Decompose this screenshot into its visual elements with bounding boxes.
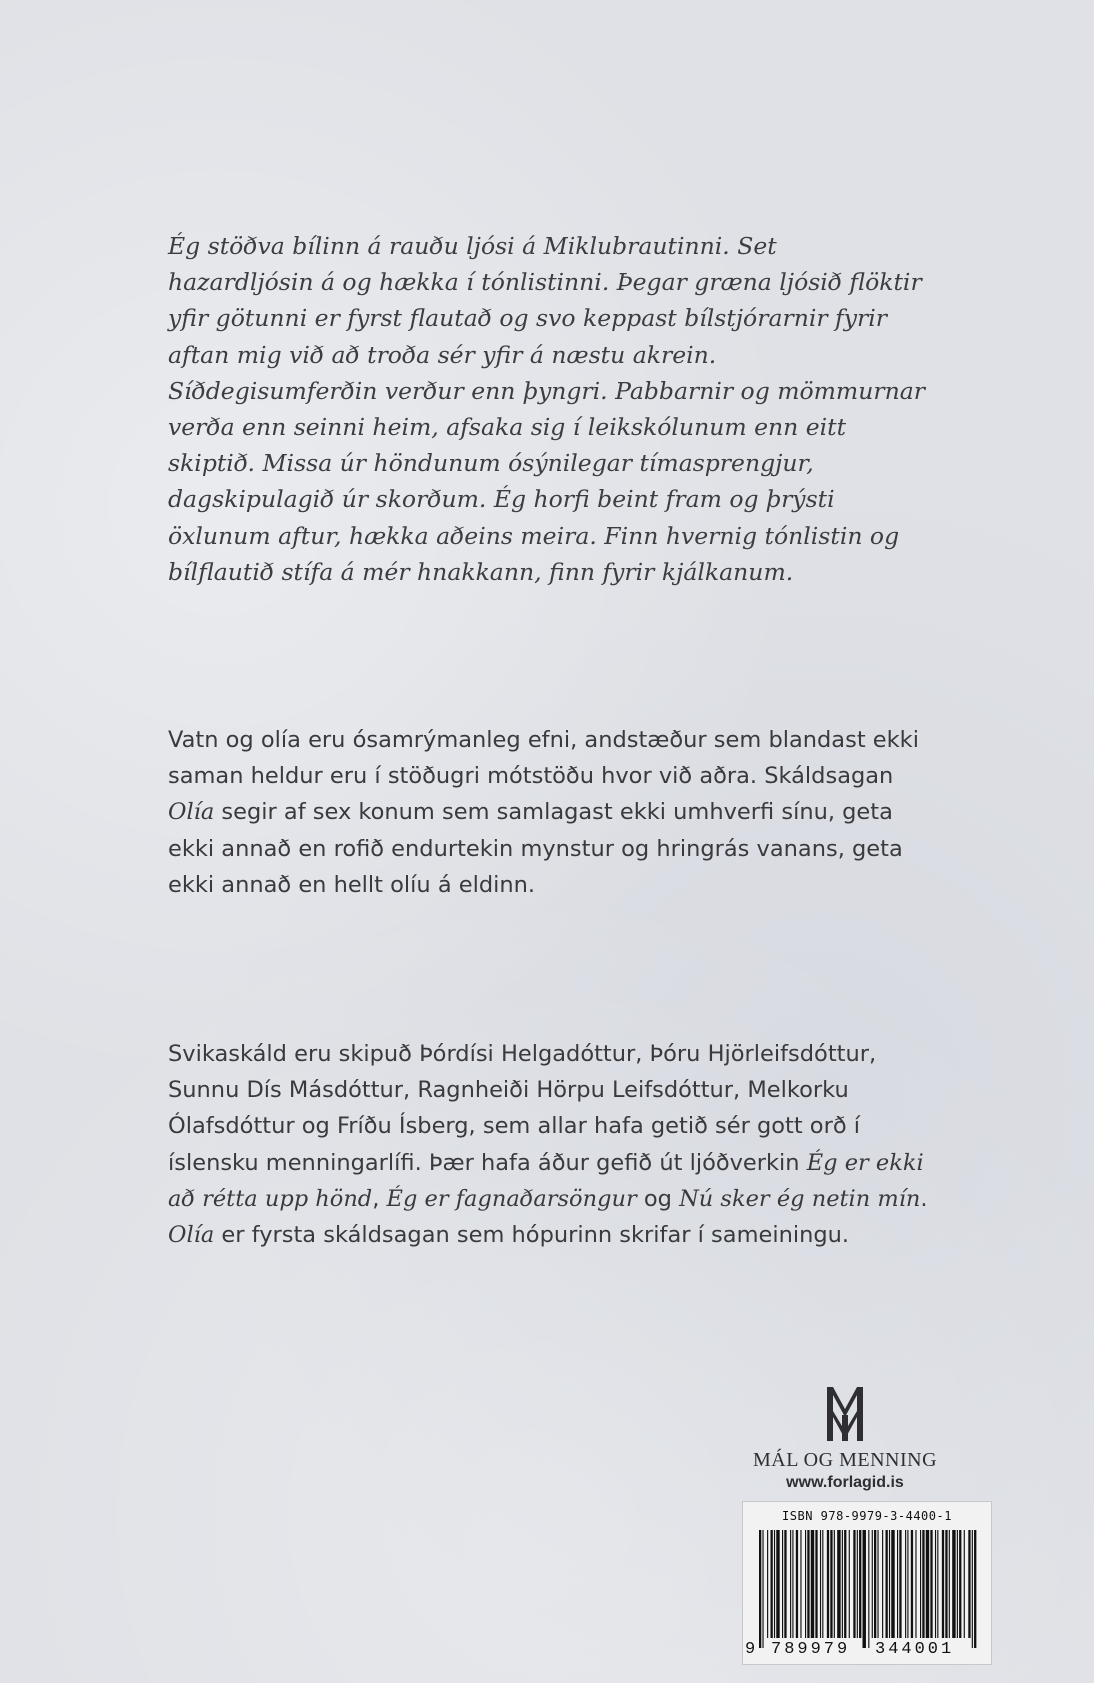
barcode-bar <box>811 1530 814 1638</box>
barcode-bar <box>922 1530 924 1638</box>
barcode-bar <box>790 1530 791 1638</box>
barcode-bar <box>805 1530 806 1638</box>
barcode-bar <box>837 1530 840 1638</box>
bio-sep-1: , <box>372 1185 387 1212</box>
bio-text-1: Svikaskáld eru skipuð Þórdísi Helgadóttur, Þóru Hjörleifsdóttur, Sunnu Dís Másdóttur, Ragnheiði Hörpu Leifsdóttur, Melkorku Ólafsdóttur og Fríðu Ísberg, sem allar hafa getið sér gott orð í íslensku menningarlífi. Þær hafa áður gefið út ljóðverkin <box>168 1041 877 1176</box>
book-blurb <box>168 722 928 903</box>
barcode-bar <box>911 1530 913 1638</box>
barcode-bar <box>822 1530 823 1638</box>
barcode-bar <box>874 1530 876 1638</box>
publisher-name: MÁL OG MENNING <box>752 1449 938 1471</box>
barcode-bar <box>830 1530 832 1638</box>
bio-book-3: Nú sker ég netin mín <box>679 1185 921 1212</box>
barcode-bar <box>771 1530 773 1638</box>
barcode-bar <box>863 1530 866 1648</box>
barcode-bar <box>926 1530 929 1638</box>
barcode-bar <box>945 1530 947 1638</box>
barcode-bar <box>762 1530 763 1648</box>
barcode-bar <box>759 1530 761 1648</box>
ean-first-digit: 9 <box>745 1640 756 1659</box>
bio-book-2: Ég er fagnaðarsöngur <box>386 1185 637 1212</box>
barcode-bar <box>905 1530 906 1638</box>
barcode-bar <box>842 1530 843 1638</box>
barcode-bar <box>915 1530 916 1638</box>
barcode-bars <box>755 1530 979 1648</box>
barcode-bar <box>974 1530 976 1648</box>
book-excerpt <box>168 228 928 590</box>
excerpt-paragraph: Ég stöðva bílinn á rauðu ljósi á Miklubrautinni. Set hazardljósin á og hækka í tónlistinni. Þegar græna ljósið flöktir yfir götunni er fyrst flautað og svo keppast bílstjórarnir fyrir aftan mig við að troða sér yfir á næstu akrein. Síðdegisumferðin verður enn þyngri. Pabbarnir og mömmurnar verða enn seinni heim, afsaka sig í leikskólunum enn eitt skiptið. Missa úr höndunum ósýnilegar tímasprengjur, dagskipulagið úr skorðum. Ég horfi beint fram og þrýsti öxlunum aftur, hækka aðeins meira. Finn hvernig tónlistin og bílflautið stífa á mér hnakkann, finn fyrir kjálkanum. <box>168 232 925 586</box>
publisher-url: www.forlagid.is <box>786 1474 904 1491</box>
barcode-bar <box>886 1530 888 1638</box>
bio-text-2: er fyrsta skáldsagan sem hópurinn skrifar í sameiningu. <box>214 1222 850 1249</box>
barcode-bar <box>853 1530 855 1638</box>
barcode-bar <box>942 1530 944 1638</box>
barcode-bar <box>792 1530 793 1638</box>
barcode-bar <box>844 1530 846 1638</box>
blurb-paragraph <box>168 722 928 903</box>
barcode-bar <box>868 1530 869 1648</box>
barcode-bar <box>834 1530 835 1638</box>
bio-sep-3: . <box>920 1185 928 1212</box>
publisher-block <box>700 1385 990 1492</box>
barcode-bar <box>964 1530 965 1638</box>
barcode-bar <box>807 1530 809 1638</box>
barcode-bar <box>891 1530 894 1638</box>
barcode-bar <box>872 1530 873 1638</box>
bio-book-1: Ég er ekki að rétta upp hönd <box>168 1149 924 1212</box>
barcode-bar <box>949 1530 950 1638</box>
barcode-bar <box>796 1530 798 1638</box>
bio-paragraph <box>168 1036 928 1253</box>
blurb-book-title: Olía <box>168 799 215 826</box>
blurb-text-1: Vatn og olía eru ósamrýmanleg efni, andstæður sem blandast ekki saman heldur eru í stöðugri mótstöðu hvor við aðra. Skáldsagan <box>168 727 919 790</box>
barcode-bar <box>937 1530 938 1638</box>
ean-left-digits: 789979 <box>771 1640 851 1659</box>
barcode-bar <box>767 1530 768 1638</box>
mm-monogram-icon <box>825 1385 865 1443</box>
barcode-bar <box>968 1530 970 1638</box>
barcode-bar <box>920 1530 921 1638</box>
barcode-bar <box>930 1530 932 1638</box>
barcode-bar <box>784 1530 786 1638</box>
barcode-bar <box>774 1530 775 1638</box>
barcode-bar <box>800 1530 801 1638</box>
barcode-bar <box>776 1530 779 1638</box>
barcode-bar <box>907 1530 908 1638</box>
barcode-bar <box>957 1530 958 1638</box>
barcode-bar <box>897 1530 898 1638</box>
barcode-bar <box>877 1530 878 1638</box>
barcode-bar <box>959 1530 961 1638</box>
barcode-bar <box>849 1530 850 1638</box>
barcode-bar <box>952 1530 955 1638</box>
barcode-bar <box>972 1530 973 1648</box>
barcode-bar <box>899 1530 901 1638</box>
barcode-bar <box>815 1530 817 1638</box>
isbn-barcode <box>742 1501 992 1665</box>
barcode-bar <box>782 1530 783 1638</box>
authors-bio <box>168 1036 928 1253</box>
ean-right-digits: 344001 <box>875 1640 955 1659</box>
barcode-bar <box>935 1530 936 1638</box>
barcode-bar <box>827 1530 829 1638</box>
blurb-text-2: segir af sex konum sem samlagast ekki umhverfi sínu, geta ekki annað en rofið endurtekin mynstur og hringrás vanans, geta ekki annað en hellt olíu á eldinn. <box>168 799 903 898</box>
barcode-bar <box>859 1530 861 1638</box>
bio-book-title: Olía <box>168 1222 215 1249</box>
barcode-bar <box>889 1530 890 1638</box>
barcode-bar <box>857 1530 858 1638</box>
isbn-label: ISBN 978-9979-3-4400-1 <box>782 1509 952 1523</box>
barcode-bar <box>882 1530 883 1638</box>
barcode-bar <box>820 1530 821 1638</box>
bio-sep-2: og <box>636 1185 680 1212</box>
